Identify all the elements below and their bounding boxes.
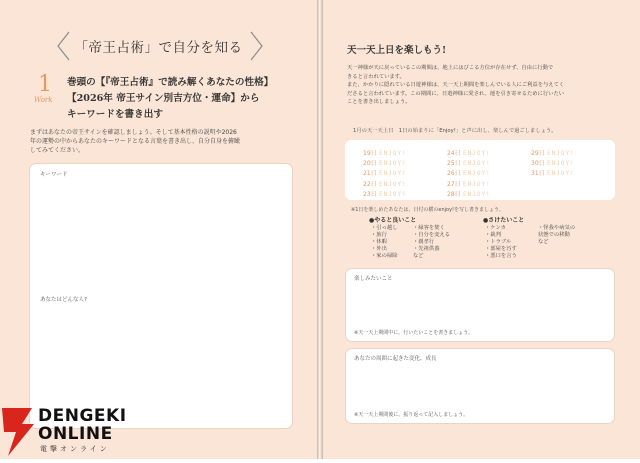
dengeki-online-logo xyxy=(0,400,150,459)
calendar-day: 22日 xyxy=(363,180,377,188)
enjoy-trace-word: ENJOY! xyxy=(379,180,407,188)
work-heading-line-3: キーワードを書き出す xyxy=(67,109,163,120)
person-label: あなたはどんな人? xyxy=(40,297,87,303)
enjoy-trace-word: ENJOY! xyxy=(379,190,407,198)
logo-text-dengeki: DENGEKI xyxy=(38,406,127,426)
calendar-day: 28日 xyxy=(447,190,461,198)
list-item: ・外出 xyxy=(371,246,387,252)
calendar-day: 20日 xyxy=(363,160,377,168)
calendar-day-item xyxy=(363,189,407,198)
calendar-day-item xyxy=(363,179,407,188)
calendar-day: 31日 xyxy=(531,170,545,178)
list-item: ・先祖供養 xyxy=(413,246,440,252)
good-heading: ●やると良いこと xyxy=(369,217,417,224)
list-item: ・自分を変える xyxy=(413,232,451,238)
list-item: ・家の掃除 xyxy=(371,253,398,259)
calendar-day-item xyxy=(447,189,491,198)
calendar-box xyxy=(345,140,615,200)
calendar-day: 29日 xyxy=(531,150,545,157)
list-item: など xyxy=(413,253,424,259)
list-item: ・親孝行 xyxy=(413,239,435,245)
avoid-list-col-2 xyxy=(538,225,575,246)
enjoy-trace-word: ENJOY! xyxy=(547,160,575,168)
avoid-list-col-1 xyxy=(485,225,517,260)
change-note: ※天一天上期間後に、振り返って記入しましょう。 xyxy=(354,412,469,418)
calendar-day: 30日 xyxy=(531,160,545,168)
calendar-day-item xyxy=(447,148,491,157)
calendar-header: 1月の天一天上日 1日の始まりに「Enjoy!」と声に出し、楽しんで過ごしましょう。 xyxy=(353,128,557,134)
keyword-write-box[interactable] xyxy=(29,163,293,429)
fun-label: 楽しみたいこと xyxy=(354,276,393,282)
avoid-heading: ●さけたいこと xyxy=(483,217,525,224)
calendar-day-item xyxy=(531,158,575,167)
left-page xyxy=(0,0,317,459)
calendar-day: 19日 xyxy=(363,150,377,157)
right-page xyxy=(323,0,640,459)
list-item: ・引っ越し xyxy=(371,225,398,231)
list-item: ・縁客を焚く xyxy=(413,225,445,231)
enjoy-trace-word: ENJOY! xyxy=(379,150,407,157)
calendar-day-item xyxy=(363,168,407,177)
intro-text: まずはあなたの帝王サインを確認しましょう。そして基本性格の説明や2026 年の運勢の中からあなたのキーワードとなる言葉を書き出し、自分自身を俯瞰 してみてください。 xyxy=(30,129,241,154)
calendar-day: 26日 xyxy=(447,170,461,178)
enjoy-trace-word: ENJOY! xyxy=(547,170,575,178)
enjoy-trace-word: ENJOY! xyxy=(547,150,575,157)
list-item: ・怪我や病気の xyxy=(538,225,576,231)
right-intro-text: 天一神様が天に戻っているこの期間は、地上にはびこる方位が存在せず、自由に行動で きると言われています。 また、かかりに隠れている日遊神様は、天一天上期間を楽しんでいる人にご利益を与えてく ださると言われています。この期間に、日遊神様に愛され、運を引き寄せるために行いたい ことを書き出しましょう。 xyxy=(347,65,565,105)
enjoy-trace-word: ENJOY! xyxy=(463,190,491,198)
list-item: ・トラブル xyxy=(485,239,512,245)
logo-text-japanese: 電撃オンライン xyxy=(40,445,110,453)
calendar-day-item xyxy=(363,158,407,167)
enjoy-trace-word: ENJOY! xyxy=(379,160,407,168)
enjoy-trace-word: ENJOY! xyxy=(463,150,491,157)
work-label: Work xyxy=(34,96,53,104)
enjoy-trace-word: ENJOY! xyxy=(463,180,491,188)
change-label: あなたの周囲に起きた変化、成長 xyxy=(354,356,437,362)
work-heading-line-2: 【2026年 帝王サイン別吉方位・運命】から xyxy=(67,93,260,104)
work-heading-line-1: 巻頭の【『帝王占術』で読み解くあなたの性格】 xyxy=(67,77,274,88)
page-title: 「帝王占術」で自分を知る xyxy=(74,40,243,56)
calendar-day-item xyxy=(531,168,575,177)
list-item: ・旅行 xyxy=(371,232,387,238)
calendar-day: 25日 xyxy=(447,160,461,168)
calendar-day: 24日 xyxy=(447,150,461,157)
list-item: ・部屋を汚す xyxy=(485,246,517,252)
calendar-day-item xyxy=(447,179,491,188)
work-number: 1 xyxy=(38,72,52,97)
list-item: 状態での移動 xyxy=(538,232,570,238)
fun-note: ※天一天上期間中に、行いたいことを書きましょう。 xyxy=(354,330,474,336)
enjoy-trace-word: ENJOY! xyxy=(463,170,491,178)
good-list-col-1 xyxy=(371,225,398,260)
list-item: ・ケンカ xyxy=(485,225,506,231)
calendar-note: ※1日を楽しめたあなたは、日付の横のenjoy!を写し書きましょう。 xyxy=(351,207,505,213)
fun-write-box[interactable] xyxy=(345,268,615,342)
calendar-day: 21日 xyxy=(363,170,377,178)
good-list-col-2 xyxy=(413,225,450,260)
list-item: ・休暇 xyxy=(371,239,387,245)
calendar-day: 23日 xyxy=(363,190,377,198)
change-write-box[interactable] xyxy=(345,348,615,424)
calendar-day: 27日 xyxy=(447,180,461,188)
calendar-day-item xyxy=(447,168,491,177)
keyword-label: キーワード xyxy=(40,172,68,178)
enjoy-trace-word: ENJOY! xyxy=(463,160,491,168)
logo-text-online: ONLINE xyxy=(38,424,113,444)
calendar-day-item xyxy=(447,158,491,167)
list-item: ・悪口を言う xyxy=(485,253,517,259)
right-page-title: 天一天上日を楽しもう! xyxy=(347,45,447,56)
calendar-day-item xyxy=(531,148,575,157)
list-item: など xyxy=(538,239,549,245)
enjoy-trace-word: ENJOY! xyxy=(379,170,407,178)
calendar-day-item xyxy=(363,148,407,157)
list-item: ・裁判 xyxy=(485,232,501,238)
